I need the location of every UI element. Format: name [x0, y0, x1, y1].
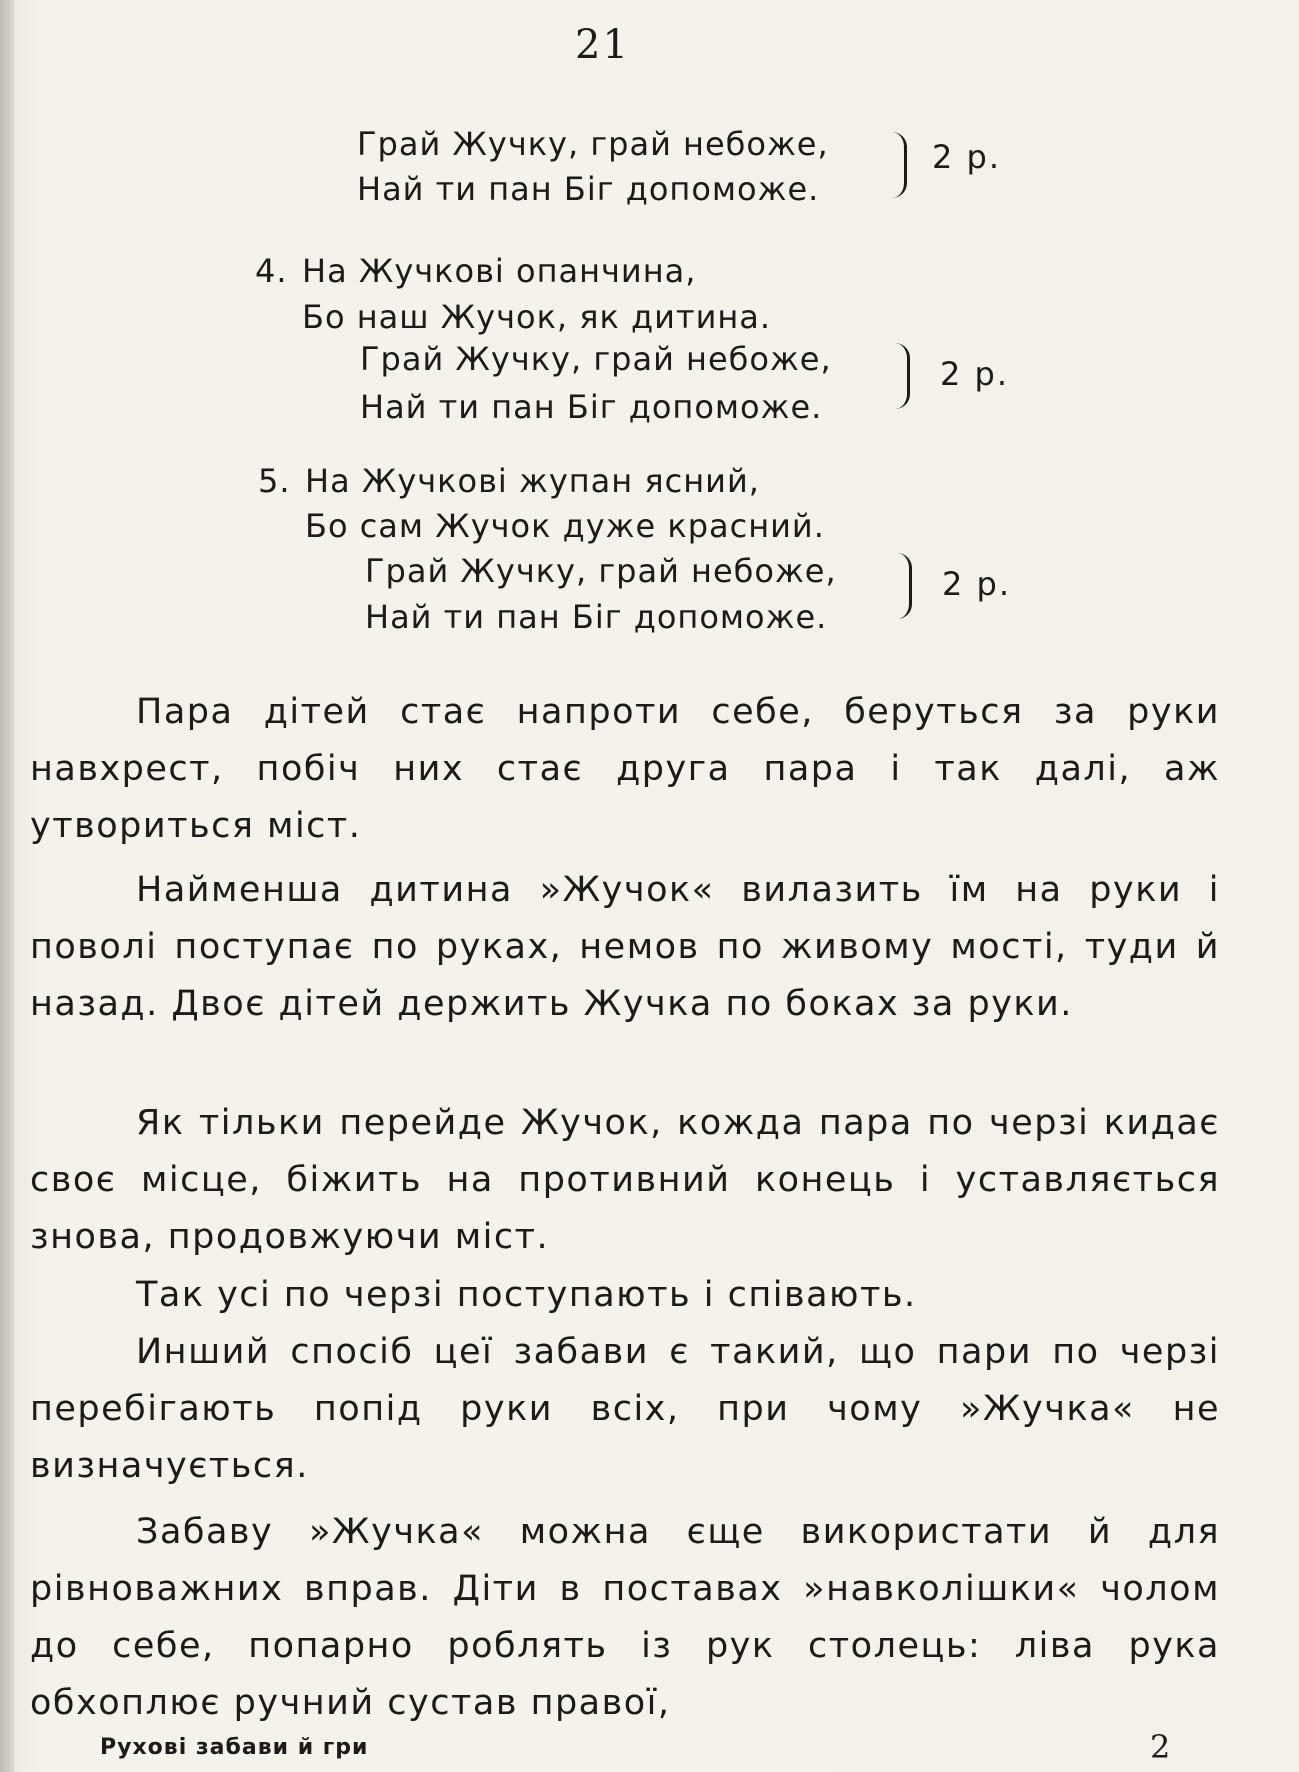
- refrain-top-mark: 2 р.: [932, 138, 1002, 176]
- stanza-4-refrain-1: Грай Жучку, грай небоже,: [360, 340, 832, 378]
- stanza-5-refrain-1: Грай Жучку, грай небоже,: [365, 552, 837, 590]
- stanza-4-refrain-2: Най ти пан Біг допоможе.: [360, 388, 823, 426]
- paragraph-5: Инший спосіб цеї забави є такий, що пари по черзі перебігають попід руки всіх, при чому »Жучка« не визначується.: [30, 1332, 1220, 1486]
- paragraph-2: Найменша дитина »Жучок« вилазить їм на руки і поволі поступає по руках, немов по живому мості, туди й назад. Двоє дітей держить Жучка по боках за руки.: [30, 870, 1220, 1024]
- refrain-top-line-1: Грай Жучку, грай небоже,: [357, 125, 829, 163]
- stanza-5-refrain-2: Най ти пан Біг допоможе.: [365, 598, 828, 636]
- stanza-4-number: 4.: [255, 252, 288, 290]
- paragraph-6: Забаву »Жучка« можна єще використати й для рівноважних вправ. Діти в поставах »навколішки« чолом до себе, попарно роблять із рук столець: ліва рука обхоплює ручний сустав правої,: [30, 1512, 1220, 1723]
- stanza-4-brace: [895, 343, 910, 409]
- paragraph-1: Пара дітей стає напроти себе, беруться за руки навхрест, побіч них стає друга пара і так далі, аж утвориться міст.: [30, 692, 1220, 846]
- refrain-top-line-2: Най ти пан Біг допоможе.: [357, 170, 820, 208]
- book-spine-edge: [0, 0, 14, 1772]
- stanza-5-mark: 2 р.: [942, 565, 1012, 603]
- stanza-5-line-2: Бо сам Жучок дуже красний.: [305, 507, 825, 545]
- stanza-4-line-2: Бо наш Жучок, як дитина.: [302, 298, 772, 336]
- footer-signature-number: 2: [1150, 1728, 1171, 1766]
- stanza-5-line-1: На Жучкові жупан ясний,: [305, 462, 760, 500]
- stanza-4-mark: 2 р.: [940, 355, 1010, 393]
- stanza-5-number: 5.: [258, 462, 291, 500]
- paragraph-4: Так усі по черзі поступають і співають.: [136, 1275, 917, 1315]
- page-number: 21: [575, 22, 630, 68]
- paragraph-3: Як тільки перейде Жучок, кожда пара по черзі кидає своє місце, біжить на противний конець і уставляється знова, продовжуючи міст.: [30, 1103, 1220, 1257]
- stanza-5-brace: [897, 553, 912, 619]
- stanza-4-line-1: На Жучкові опанчина,: [302, 252, 697, 290]
- footer-book-title: Рухові забави й гри: [100, 1735, 369, 1760]
- refrain-top-brace: [892, 132, 907, 198]
